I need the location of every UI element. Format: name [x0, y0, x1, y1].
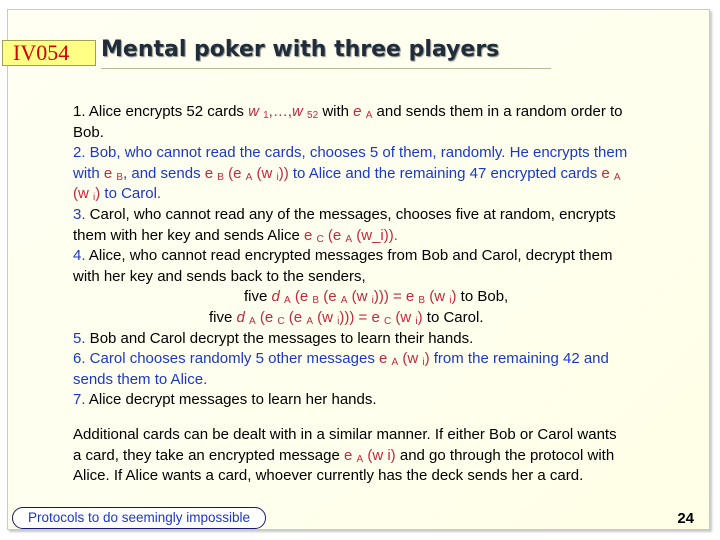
step-1-line-1: 1. Alice encrypts 52 cards w $_1$,…,w $_{52}$ with e $_A$ and sends them in a random order to [73, 103, 623, 121]
page-number: 24 [677, 510, 694, 527]
step-7-line-1: 7. Alice decrypt messages to learn her hands. [73, 391, 377, 409]
step-4-line-1: 4. Alice, who cannot read encrypted messages from Bob and Carol, decrypt them [73, 247, 613, 265]
step-2-number: 2. [73, 144, 86, 162]
additional-line-2: a card, they take an encrypted message e $_A$ (w i) and go through the protocol with [73, 446, 615, 465]
paragraph-gap [73, 411, 705, 425]
step-1-line-2: Bob. [73, 123, 104, 141]
step-4-number: 4. [73, 247, 86, 265]
title-divider [101, 68, 551, 69]
step-5-number: 5. [73, 329, 86, 347]
step-4-formula-1: five d $_A$ (e $_B$ (e $_A$ (w $_i$))) = e $_B$ (w $_i$) to Bob, [244, 288, 509, 307]
slide-title: Mental poker with three players [101, 37, 500, 62]
step-2-line-3: (w $_i$) to Carol. [73, 185, 162, 204]
additional-line-1: Additional cards can be dealt with in a similar manner. If either Bob or Carol wants [73, 425, 617, 443]
footer-topic-label: Protocols to do seemingly impossible [12, 507, 266, 529]
step-3-line-1: 3. Carol, who cannot read any of the messages, chooses five at random, encrypts [73, 205, 616, 223]
step-2-line-2: with e $_B$, and sends e $_B$ (e $_A$ (w $_i$)) to Alice and the remaining 47 encrypted cards e $_A$ [73, 164, 621, 183]
step-3-number: 3. [73, 205, 86, 223]
step-6-line-2: sends them to Alice. [73, 370, 208, 388]
step-6-number: 6. [73, 350, 86, 368]
step-6-line-1: 6. Carol chooses randomly 5 other messages e $_A$ (w $_i$) from the remaining 42 and [73, 350, 609, 369]
slide-body [73, 102, 705, 487]
additional-line-3: Alice. If Alice wants a card, whoever currently has the deck sends her a card. [73, 467, 584, 485]
step-4-line-2: with her key and sends back to the senders, [73, 267, 366, 285]
step-7-number: 7. [73, 391, 86, 409]
step-4-formula-2: five d $_A$ (e $_C$ (e $_A$ (w $_i$))) = e $_C$ (w $_i$) to Carol. [209, 308, 484, 327]
step-3-line-2: them with her key and sends Alice e $_C$ (e $_A$ (w_i)). [73, 226, 398, 245]
course-code-label: IV054 [2, 40, 96, 66]
step-5-line-1: 5. Bob and Carol decrypt the messages to learn their hands. [73, 329, 474, 347]
step-2-line-1: 2. Bob, who cannot read the cards, chooses 5 of them, randomly. He encrypts them [73, 144, 628, 162]
step-1-number: 1. [73, 103, 86, 120]
